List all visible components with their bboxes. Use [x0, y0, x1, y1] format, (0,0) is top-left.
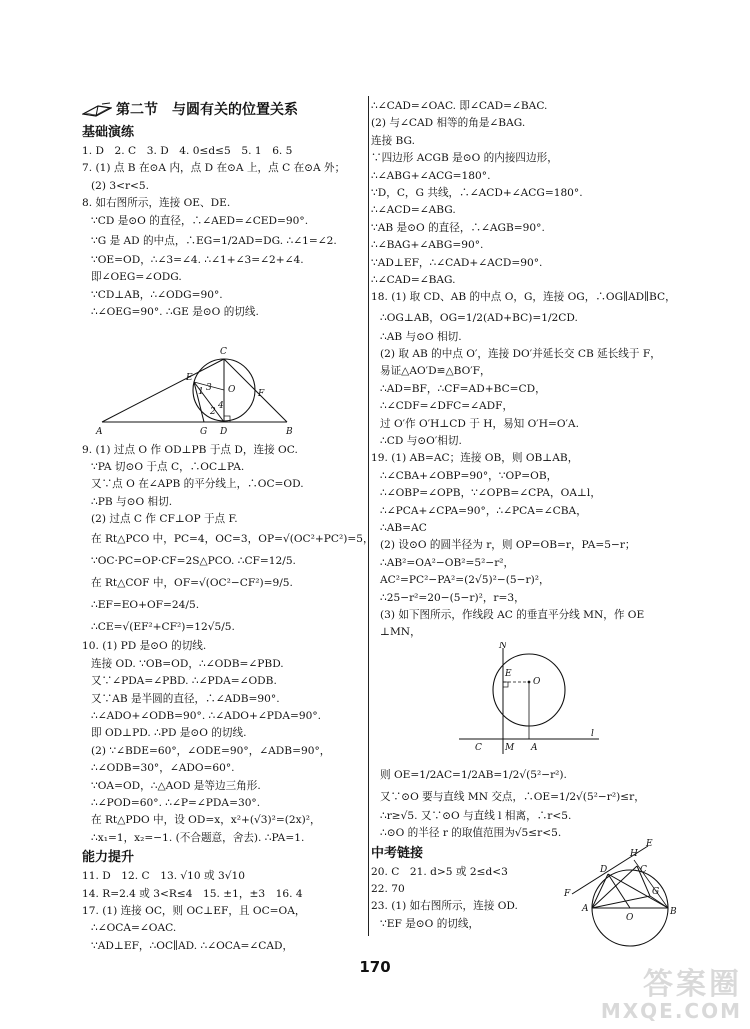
answer-line: 即 OD⊥PD. ∴PD 是⊙O 的切线. — [91, 727, 247, 740]
answer-line: 连接 BG. — [371, 134, 415, 147]
answer-line: ∴AD=BF，∴CF=AD+BC=CD， — [380, 382, 546, 395]
fig2-right-angle — [503, 682, 508, 687]
fig1-svg — [82, 322, 312, 442]
answer-line: 则 OE=1/2AC=1/2AB=1/2√(5²−r²). — [380, 768, 567, 781]
fig3-label: D — [600, 865, 608, 875]
answer-line: 10. (1) PD 是⊙O 的切线. — [82, 640, 207, 653]
answer-line: ∵OC·PC=OP·CF=2S△PCO. ∴CF=12/5. — [91, 555, 296, 568]
watermark-url: MXQE.COM — [600, 999, 742, 1023]
fig2-label: l — [591, 728, 594, 739]
answer-line: ∵EF 是⊙O 的切线， — [380, 917, 480, 930]
answer-line: ∵OA=OD，∴△AOD 是等边三角形. — [91, 779, 261, 792]
answer-line: (2) 设⊙O 的圆半径为 r，则 OP=OB=r，PA=5−r； — [380, 539, 636, 552]
answer-line: (3) 如下图所示，作线段 AC 的垂直平分线 MN，作 OE — [380, 608, 645, 621]
answer-line: 8. 如右图所示，连接 OE、DE. — [82, 197, 231, 210]
answer-line: (2) 过点 C 作 CF⊥OP 于点 F. — [91, 513, 238, 526]
fig2-label: C — [475, 742, 482, 753]
answer-line: ∵G 是 AD 的中点，∴EG=1/2AD=DG. ∴∠1=∠2. — [91, 234, 337, 247]
answer-line: AC²=PC²−PA²=(2√5)²−(5−r)²， — [380, 574, 550, 587]
answer-line: (2) 与∠CAD 相等的角是∠BAG. — [371, 117, 526, 130]
answer-line: 易证△AO′D≌△BO′F， — [380, 365, 491, 378]
answer-line: ∴r≥√5. 又∵⊙O 与直线 l 相离，∴r<5. — [380, 809, 572, 822]
fig3-label: O — [626, 913, 634, 923]
answer-line: (2) ∵∠BDE=60°，∠ODE=90°，∠ADB=90°， — [91, 744, 331, 757]
answer-line: ∵AD⊥EF，∴OC∥AD. ∴∠OCA=∠CAD， — [91, 939, 294, 952]
answer-line: ∵CD 是⊙O 的直径，∴∠AED=∠CED=90°. — [91, 214, 309, 227]
answer-line: ∵AB 是⊙O 的直径，∴∠AGB=90°. — [371, 221, 545, 234]
answer-line: ∵D，C，G 共线，∴∠ACD+∠ACG=180°. — [371, 186, 583, 199]
answer-line: ∵AD⊥EF，∴∠CAD+∠ACD=90°. — [371, 256, 543, 269]
figure-8-triangle-circle — [82, 322, 370, 442]
answer-line: ∴∠ABG+∠ACG=180°. — [371, 169, 491, 182]
answer-line: 又∵∠PDA=∠PBD. ∴∠PDA=∠ODB. — [91, 675, 277, 688]
fig2-label: A — [531, 742, 538, 753]
answer-line: ∴⊙O 的半径 r 的取值范围为√5≤r<5. — [380, 827, 562, 840]
answer-line: ∴CD 与⊙O′相切. — [380, 435, 462, 448]
answer-line: ∴CE=√(EF²+CF²)=12√5/5. — [91, 621, 235, 634]
answer-line: 20. C 21. d>5 或 2≤d<3 — [371, 865, 508, 878]
answer-line: ∴∠POD=60°. ∴∠P=∠PDA=30°. — [91, 796, 261, 809]
answer-line: ∴∠ADO+∠ODB=90°. ∴∠ADO+∠PDA=90°. — [91, 710, 322, 723]
subsection-heading: 能力提升 — [82, 850, 135, 866]
answer-line: ∴∠CDF=∠DFC=∠ADF， — [380, 400, 514, 413]
fig3-segment-AG — [592, 896, 650, 908]
answer-line: ∵四边形 ACGB 是⊙O 的内接四边形， — [371, 152, 558, 165]
fig1-label: 1 — [198, 386, 204, 397]
answer-line: 连接 OD. ∵OB=OD，∴∠ODB=∠PBD. — [91, 657, 284, 670]
answer-line: ∵OE=OD，∴∠3=∠4. ∴∠1+∠3=∠2+∠4. — [91, 253, 304, 266]
answer-line: 又∵点 O 在∠APB 的平分线上，∴OC=OD. — [91, 478, 304, 491]
answer-line: ∴OG⊥AB，OG=1/2(AD+BC)=1/2CD. — [380, 311, 578, 324]
answer-line: 23. (1) 如右图所示，连接 OD. — [371, 900, 518, 913]
fig1-label: E — [186, 372, 193, 383]
answer-line: ∴∠BAG+∠ABG=90°. — [371, 239, 484, 252]
answer-line: 又∵AB 是半圆的直径，∴∠ADB=90°. — [91, 692, 280, 705]
answer-line: ∴∠CAD=∠BAG. — [371, 273, 456, 286]
answer-line: ∴AB²=OA²−OB²=5²−r²， — [380, 556, 515, 569]
answer-line: 17. (1) 连接 OC，则 OC⊥EF，且 OC=OA， — [82, 904, 306, 917]
answer-line: ∴∠ACD=∠ABG. — [371, 204, 456, 217]
answer-line: 即∠OEG=∠ODG. — [91, 271, 182, 284]
answer-line: ∴∠PCA+∠CPA=90°，∴∠PCA=∠CBA， — [380, 504, 587, 517]
answer-line: 18. (1) 取 CD、AB 的中点 O，G，连接 OG，∴OG∥AD∥BC， — [371, 291, 676, 304]
figure-23-circle-tangent — [560, 838, 700, 950]
answer-line: ∴∠OEG=90°. ∴GE 是⊙O 的切线. — [91, 306, 259, 319]
answer-line: ∴∠ODB=30°，∠ADO=60°. — [91, 762, 235, 775]
section-title — [82, 98, 370, 122]
answer-line: 过 O′作 O′H⊥CD 于 H，易知 O′H=O′A. — [380, 417, 579, 430]
watermark — [601, 959, 742, 1023]
fig1-label: C — [220, 346, 227, 357]
fig3-label: A — [582, 904, 589, 914]
watermark-cn: 答案圈 — [643, 967, 742, 1002]
left-column — [82, 98, 374, 955]
figure-19-perpendicular-bisector — [371, 642, 671, 764]
fig2-label: N — [499, 641, 507, 651]
fig3-label: F — [564, 889, 571, 899]
answer-line: ∵CD⊥AB，∴∠ODG=90°. — [91, 288, 223, 301]
fig3-label: B — [670, 907, 677, 917]
answer-line: ∴AB=AC — [380, 521, 427, 534]
answer-line: ∴∠OBP=∠OPB，∵∠OPB=∠CPA，OA⊥l， — [380, 487, 601, 500]
fig2-label: E — [505, 668, 512, 679]
fig2-label: M — [505, 742, 515, 753]
answer-line: 在 Rt△COF 中，OF=√(OC²−CF²)=9/5. — [91, 577, 293, 590]
fig1-label: B — [286, 426, 293, 437]
answer-line: ∴∠OCA=∠OAC. — [91, 922, 177, 935]
answer-line: 9. (1) 过点 O 作 OD⊥PB 于点 D，连接 OC. — [82, 443, 298, 456]
answer-line: 在 Rt△PCO 中，PC=4，OC=3，OP=√(OC²+PC²)=5， — [91, 533, 374, 546]
subsection-heading: 中考链接 — [371, 845, 424, 861]
answer-line: (2) 3<r<5. — [91, 179, 150, 192]
answer-line: 11. D 12. C 13. √10 或 3√10 — [82, 870, 245, 883]
open-book-icon — [82, 102, 112, 118]
answer-line: 22. 70 — [371, 882, 405, 895]
answer-line: ∵PA 切⊙O 于点 C，∴OC⊥PA. — [91, 460, 245, 473]
fig1-label: D — [220, 426, 228, 437]
fig1-label: G — [200, 426, 208, 437]
answer-line: 1. D 2. C 3. D 4. 0≤d≤5 5. 1 6. 5 — [82, 145, 293, 157]
answer-line: 7. (1) 点 B 在⊙A 内，点 D 在⊙A 上，点 C 在⊙A 外； — [82, 162, 346, 175]
answer-line: ∴EF=EO+OF=24/5. — [91, 599, 200, 612]
answer-line: 19. (1) AB=AC；连接 OB，则 OB⊥AB， — [371, 452, 579, 465]
fig3-label: G — [652, 887, 660, 897]
subsection-heading: 基础演练 — [82, 125, 135, 140]
fig1-label: F — [258, 388, 265, 399]
fig1-label: 3 — [206, 382, 212, 393]
answer-line: 在 Rt△PDO 中，设 OD=x，x²+(√3)²=(2x)²， — [91, 814, 321, 827]
answer-line: 14. R=2.4 或 3<R≤4 15. ±1，±3 16. 4 — [82, 887, 303, 900]
right-column — [371, 98, 676, 933]
answer-line: ⊥MN， — [380, 626, 421, 639]
fig1-label: A — [96, 426, 103, 437]
answer-line: ∴25−r²=20−(5−r)²，r=3， — [380, 591, 525, 604]
answer-line: ∴PB 与⊙O 相切. — [91, 495, 173, 508]
fig3-label: C — [640, 865, 647, 875]
fig3-label: H — [630, 849, 638, 859]
fig1-label: 2 — [210, 406, 216, 417]
fig3-segment-GB — [650, 896, 668, 908]
page-number: 170 — [359, 958, 391, 976]
fig2-center-O — [528, 680, 531, 683]
answer-line: ∴∠CBA+∠OBP=90°，∵OP=OB， — [380, 469, 558, 482]
answer-line: ∴∠CAD=∠OAC. 即∠CAD=∠BAC. — [371, 100, 548, 112]
fig1-label: O — [228, 384, 236, 395]
fig2-label: O — [533, 676, 541, 687]
fig3-segment-AD — [592, 874, 608, 908]
fig2-svg — [371, 642, 621, 764]
fig1-label: 4 — [218, 400, 224, 411]
answer-line: ∴x₁=1，x₂=−1. (不合题意，舍去). ∴PA=1. — [91, 831, 305, 844]
answer-line: 又∵⊙O 要与直线 MN 交点，∴OE=1/2√(5²−r²)≤r， — [380, 790, 645, 803]
section-title-text: 第二节 与圆有关的位置关系 — [116, 102, 298, 118]
fig3-label: E — [646, 839, 653, 849]
answer-line: (2) 取 AB 的中点 O′，连接 DO′并延长交 CB 延长线于 F， — [380, 348, 661, 361]
answer-line: ∴AB 与⊙O 相切. — [380, 330, 462, 343]
